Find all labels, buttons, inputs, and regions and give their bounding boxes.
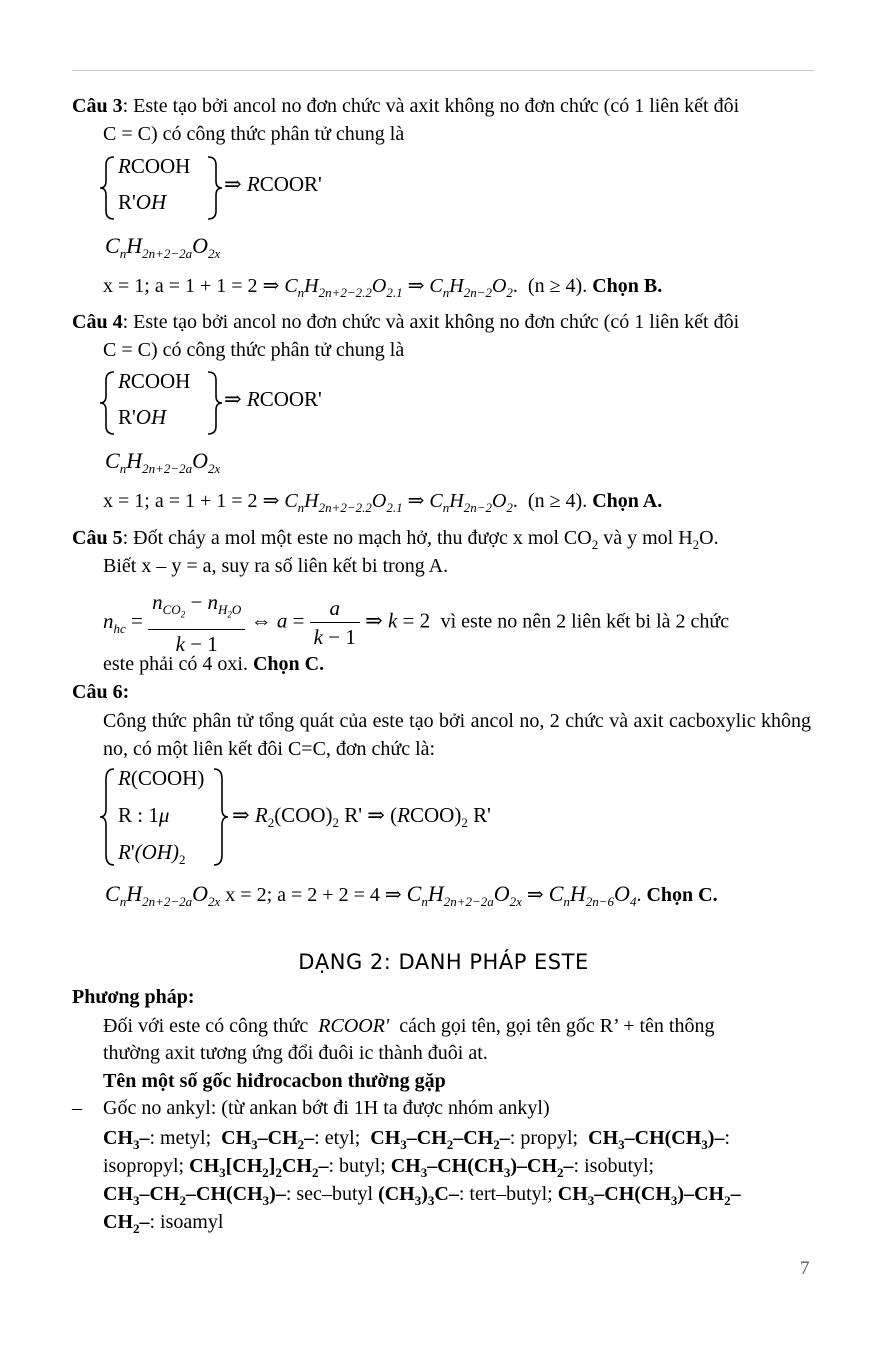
alkyl-line3: $CH_3-CH_2-CH(CH_3)-$: sec–butyl $(CH_3)_3C-$: tert–butyl; $CH_3-CH(CH_3)-CH_2-$ [103,1183,741,1208]
left-brace-icon [98,767,118,867]
q4-line1: Câu 4: Este tạo bởi ancol no đơn chức và axit không no đơn chức (có 1 liên kết đôi [72,311,740,333]
q5-line2: Biết x – y = a, suy ra số liên kết bi trong A. [103,555,449,577]
q4-derivation: x = 1; a = 1 + 1 = 2 ⇒ $C_nH_{2n+2-2.2}O_{2.1}$ ⇒ $C_nH_{2n-2}O_2$. (n ≥ 4). Chọn A. [103,490,663,515]
right-brace-icon [204,370,224,436]
right-brace-icon [204,155,224,221]
q4-general-formula: $C_nH_{2n+2-2a}O_{2x}$ [105,448,221,476]
q3-general-formula: $C_nH_{2n+2-2a}O_{2x}$ [105,233,221,261]
method-line2: thường axit tương ứng đổi đuôi ic thành đuôi at. [103,1042,488,1064]
q6-label: Câu 6: [72,681,130,703]
page-number: 7 [800,1258,810,1279]
q6-sys-row3: $R'(OH)_2$ [118,840,186,867]
q4-line2: C = C) có công thức phân tử chung là [103,339,405,361]
q4-sys-row2: R'OH [118,405,167,429]
q5-line1: Câu 5: Đốt cháy a mol một este no mạch hở, thu được x mol $CO_2$ và y mol $H_2O$. [72,527,719,552]
q6-derivation: $C_nH_{2n+2-2a}O_{2x}$ x = 2; a = 2 + 2 = 4 ⇒ $C_nH_{2n+2-2a}O_{2x}$ ⇒ $C_nH_{2n-6}O_4$. Chọn C. [105,881,718,909]
q3-line1: Câu 3: Este tạo bởi ancol no đơn chức và axit không no đơn chức (có 1 liên kết đôi [72,95,740,117]
q6-sys-row1: R(COOH) [118,766,205,790]
subheading: Tên một số gốc hiđrocacbon thường gặp [103,1070,446,1092]
q3-derivation: x = 1; a = 1 + 1 = 2 ⇒ $C_nH_{2n+2-2.2}O_{2.1}$ ⇒ $C_nH_{2n-2}O_2$. (n ≥ 4). Chọn B. [103,275,663,300]
q4-sys-result: ⇒ RCOOR' [224,387,322,411]
alkyl-line1: $CH_3-$: metyl; $CH_3-CH_2-$: etyl; $CH_3-CH_2-CH_2-$: propyl; $CH_3-CH(CH_3)-$: [103,1127,731,1152]
method-line1: Đối với este có công thức RCOOR' cách gọi tên, gọi tên gốc R’ + tên thông [103,1015,715,1037]
q6-sys-row2: R : 1μ [118,803,170,827]
q6-sys-result: ⇒ $R_2(COO)_2$ R' ⇒ $(RCOO)_2$ R' [232,803,491,830]
method-label: Phương pháp: [72,986,195,1008]
q5-equation: $n_{hc}$ = $\frac{n_{CO_2} - n_{H_2O}}{k - 1}$ ⇔ a = $\frac{a}{k - 1}$ ⇒ k = 2 vì este no nên 2 liên kết bi là 2 chức [103,590,730,656]
left-brace-icon [98,370,118,436]
q6-paragraph: Công thức phân tử tổng quát của este tạo bởi ancol no, 2 chức và axit cacboxylic không no, có một liên kết đôi C=C, đơn chức là: [103,710,811,760]
q5-line3: este phải có 4 oxi. Chọn C. [103,653,325,675]
section-title: DẠNG 2: DANH PHÁP ESTE [298,950,589,974]
q3-line2: C = C) có công thức phân tử chung là [103,123,405,145]
q3-sys-row1: RCOOH [118,154,191,178]
q3-sys-row2: R'OH [118,190,167,214]
q4-sys-row1: RCOOH [118,369,191,393]
alkyl-line4: $CH_2-$: isoamyl [103,1211,224,1236]
right-brace-icon [210,767,230,867]
q3-sys-result: ⇒ RCOOR' [224,172,322,196]
alkyl-line2: isopropyl; $CH_3[CH_2]_2CH_2-$: butyl; $CH_3-CH(CH_3)-CH_2-$: isobutyl; [103,1155,655,1180]
header-rule [72,70,814,71]
bullet-dash: – [72,1097,82,1119]
bullet-text: Gốc no ankyl: (từ ankan bớt đi 1H ta được nhóm ankyl) [103,1097,550,1119]
left-brace-icon [98,155,118,221]
